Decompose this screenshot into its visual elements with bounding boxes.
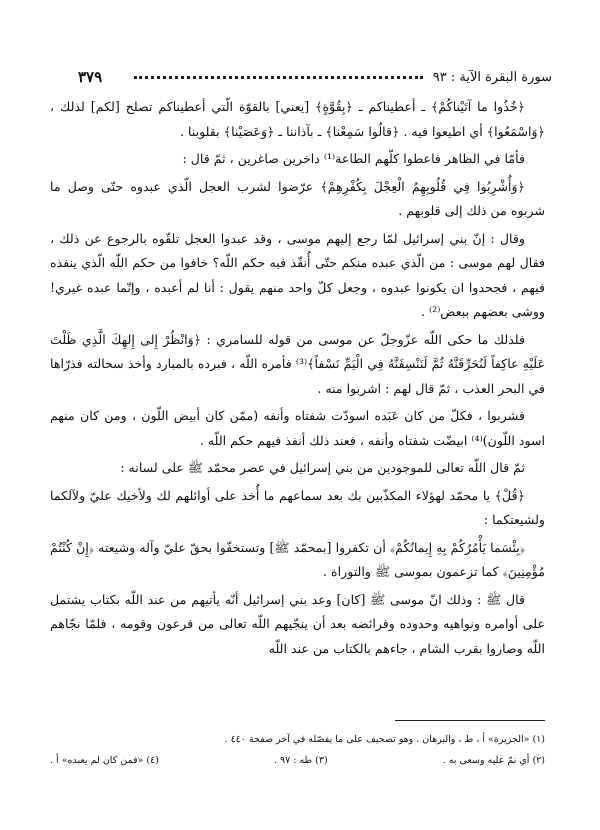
footnotes	[50, 720, 545, 771]
paragraph-2: فأمّا في الظاهر فاعطوا كلّهم الطاعة⁽¹⁾ داخرين صاغرين ، ثمّ قال :	[182, 151, 525, 166]
paragraph-4: وقال : إنّ بني إسرائيل لمّا رجع إليهم موسى ، وقد عبدوا العجل تلقّوه بالرجوع عن ذلك ، فقال لهم موسى : من الّذي عبده منكم حتّى أُنفّذ فيه حكم اللّه؟ خافوا من حكم اللّه الّذي ينفذه فيهم ، فجحدوا ان يكونوا عبدوه ، وجعل كلّ واحد منهم يقول : أنا لم أعبده ، وإنّما عبده غيري! ووشى بعضهم ببعض⁽²⁾ .	[50, 230, 545, 319]
paragraph-5: فلذلك ما حكى اللّه عزّوجلّ عن موسى من قوله للسامري : ﴿وَانْظُرْ إِلى إِلهِكَ الَّذِي ظَلْتَ عَلَيْهِ عاكِفاً لَنُحَرِّقَنَّهُ ثُمَّ لَنَنْسِفَنَّهُ فِي الْيَمِّ نَسْفاً﴾⁽³⁾ فأمره اللّه ، فبرده بالمبارد وأخذ سحالته فذرّاها في البحر العذب ، ثمّ قال لهم : اشربوا منه .	[50, 331, 545, 396]
paragraph-6: فشربوا ، فكلّ من كان عَبَده اسودّت شفتاه وأنفه (ممّن كان أبيض اللّون ، ومن كان منهم اسود اللّون)⁽⁴⁾ ابيضّت شفتاه وأنفه ، فعند ذلك أنفذ فيهم حكم اللّه .	[50, 408, 545, 448]
paragraph-3: ﴿وَأُشْرِبُوا فِي قُلُوبِهِمُ الْعِجْلَ بِكُفْرِهِمْ﴾ عرّضوا لشرب العجل الّذي عبدوه حتّى وصل ما شربوه من ذلك إلى قلوبهم .	[50, 178, 545, 218]
footnote-3: (٣) طه : ٩٧ .	[273, 755, 328, 766]
running-title: سورة البقرة الآية : ٩٣	[432, 69, 552, 85]
page-header	[78, 66, 552, 88]
footnote-row-2	[50, 751, 545, 771]
footnote-2: (٢) أي نمّ عليه وسعى به .	[442, 755, 545, 766]
paragraph-8: ﴿قُلْ﴾ يا محمّد لهؤلاء المكذّبين بك بعد سماعهم ما أُخذ على أوائلهم لك ولأخيك عليّ ولآلكما ولشيعتكما :	[50, 487, 545, 527]
paragraph-9: ﴿بِئْسَما يَأْمُرُكُمْ بِهِ إِيمانُكُمْ﴾ أن تكفروا [بمحمّد ﷺ] وتستخفّوا بحقّ عليّ وآله وشيعته ﴿إِنْ كُنْتُمْ مُؤْمِنِينَ﴾ كما تزعمون بموسى ﷺ والتوراة .	[50, 539, 545, 579]
page-number: ٣٧٩	[78, 68, 103, 86]
header-dotted-rule	[134, 76, 423, 79]
footnote-1: (١) «الجزيرة» أ ، ط ، والبرهان . وهو تصحيف على ما يفصّله في آخر صفحة ٤٤٠ .	[224, 734, 545, 745]
paragraph-7: ثمّ قال اللّه تعالى للموجودين من بني إسرائيل في عصر محمّد ﷺ على لسانه :	[120, 460, 525, 475]
paragraph-1: ﴿خُذُوا ما آتَيْناكُمْ﴾ ـ أعطيناكم ـ ﴿بِقُوَّةٍ﴾ [يعني] بالقوّة الّتي أعطيناكم تصلح [لكم] لذلك ، ﴿وَاسْمَعُوا﴾ أي اطيعوا فيه . ﴿قالُوا سَمِعْنا﴾ ـ بآذاننا ـ ﴿وَعَصَيْنا﴾ بقلوبنا .	[50, 99, 545, 139]
footnote-4: (٤) «فمن كان لم يعبده» أ .	[50, 755, 159, 766]
paragraph-10: قال ﷺ : وذلك انّ موسى ﷺ [كان] وعد بني إسرائيل أنّه يأتيهم من عند اللّه بكتاب يشتمل على أوامره ونواهيه وحدوده وفرائضه بعد أن ينجّيهم اللّه تعالى من فرعون وقومه ، فلمّا نجّاهم اللّه وصاروا بقرب الشام ، جاءهم بالكتاب من عند اللّه	[50, 591, 545, 656]
page-body	[50, 95, 545, 664]
footnote-separator	[395, 720, 545, 721]
